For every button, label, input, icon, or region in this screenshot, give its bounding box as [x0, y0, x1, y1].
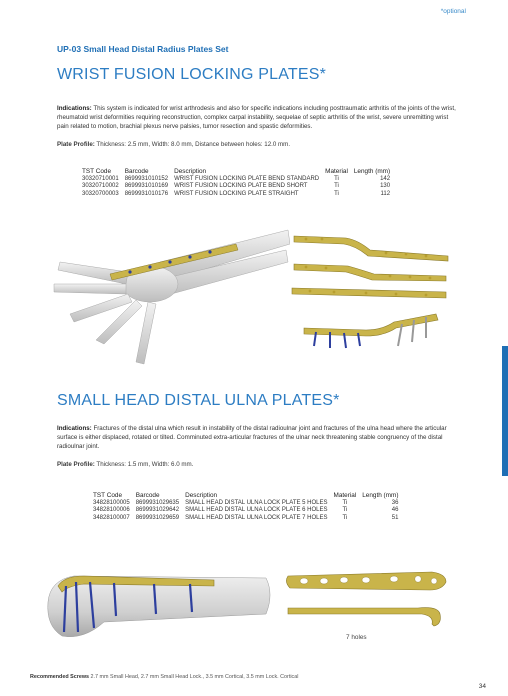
cell-barcode: 8699931029635 — [135, 500, 180, 506]
wrist-product-table — [82, 168, 390, 198]
cell-description: WRIST FUSION LOCKING PLATE BEND SHORT — [174, 183, 308, 190]
col-tst-code: TST Code — [82, 168, 112, 175]
section-marker-bar — [502, 346, 508, 476]
cell-length: 51 — [391, 514, 399, 521]
cell-material: Ti — [342, 500, 348, 506]
wrist-profile-label: Plate Profile: — [57, 141, 95, 148]
col-description: Description — [174, 168, 207, 175]
table-row — [82, 191, 390, 198]
cell-length: 36 — [391, 500, 399, 506]
table-row — [82, 176, 390, 183]
cell-material: Ti — [342, 514, 348, 521]
wrist-plate-profile — [57, 141, 290, 148]
cell-material: Ti — [342, 507, 348, 514]
cell-tst-code: 30320710002 — [82, 183, 119, 190]
table-header-row — [93, 492, 398, 500]
ulna-indications — [57, 424, 457, 451]
cell-length: 46 — [391, 507, 399, 514]
cell-tst-code: 30320710001 — [82, 176, 119, 182]
set-title: UP-03 Small Head Distal Radius Plates Set — [57, 44, 229, 54]
cell-length: 142 — [380, 176, 391, 182]
cell-barcode: 8699931010169 — [124, 183, 169, 190]
cell-tst-code: 34828100006 — [93, 507, 130, 514]
recommended-screws-label: Recommended Screws — [30, 674, 90, 680]
cell-tst-code: 34828100007 — [93, 514, 130, 521]
col-material: Material — [333, 492, 357, 499]
wrist-indications-label: Indications: — [57, 105, 92, 112]
ulna-indications-label: Indications: — [57, 425, 92, 432]
cell-tst-code: 34828100005 — [93, 500, 130, 506]
cell-barcode: 8699931029659 — [135, 514, 180, 521]
cell-material: Ti — [334, 176, 339, 182]
col-tst-code: TST Code — [93, 492, 123, 499]
optional-note: *optional — [440, 8, 466, 15]
ulna-plate-profile — [57, 461, 193, 468]
table-row — [93, 500, 398, 507]
wrist-section-title: WRIST FUSION LOCKING PLATES* — [57, 66, 327, 83]
wrist-plates-illustration — [286, 228, 456, 358]
ulna-plate-on-bone-illustration — [44, 562, 274, 657]
ulna-plate-caption: 7 holes — [346, 634, 367, 641]
table-row — [82, 183, 390, 190]
cell-length: 112 — [380, 190, 391, 197]
cell-barcode: 8699931010152 — [124, 176, 169, 182]
col-barcode: Barcode — [135, 492, 160, 499]
table-row — [93, 507, 398, 514]
wrist-fusion-illustration — [40, 222, 290, 372]
page-number: 34 — [478, 683, 486, 690]
cell-barcode: 8699931010176 — [124, 190, 169, 197]
col-length: Length (mm) — [353, 168, 391, 175]
wrist-profile-text: Thickness: 2.5 mm, Width: 8.0 mm, Distance between holes: 12.0 mm. — [94, 141, 291, 148]
ulna-indications-text: Fractures of the distal ulna which result in instability of the distal radioulnar joint and fractures of the ulna head where the articular surface is either displaced, rotated or tilted. Comminuted extra-articular fractures of the ulnar neck threatening stable congruency of the distal radioulnar joint. — [57, 425, 447, 450]
col-length: Length (mm) — [362, 492, 399, 499]
wrist-indications-text: This system is indicated for wrist arthrodesis and also for specific indications including posttraumatic arthritis of the joints of the wrist, rheumatoid wrist deformities requiring reconstruction, complex carpal instability, sequelae of septic arthritis of the wrist, severe unremitting wrist pain related to motion, brachial plexus nerve palsies, tumor resection and spastic deformities. — [57, 105, 456, 130]
cell-description: WRIST FUSION LOCKING PLATE STRAIGHT — [174, 190, 299, 197]
wrist-indications — [57, 104, 457, 131]
ulna-plates-illustration — [282, 568, 452, 630]
col-barcode: Barcode — [124, 168, 149, 175]
ulna-profile-label: Plate Profile: — [57, 461, 95, 468]
cell-description: SMALL HEAD DISTAL ULNA LOCK PLATE 5 HOLES — [185, 500, 328, 506]
ulna-profile-text: Thickness: 1.5 mm, Width: 6.0 mm. — [94, 461, 194, 468]
cell-barcode: 8699931029642 — [135, 507, 180, 514]
ulna-section-title: SMALL HEAD DISTAL ULNA PLATES* — [57, 392, 340, 409]
cell-description: SMALL HEAD DISTAL ULNA LOCK PLATE 6 HOLES — [185, 507, 328, 514]
col-description: Description — [185, 492, 218, 499]
cell-description: SMALL HEAD DISTAL ULNA LOCK PLATE 7 HOLES — [185, 514, 328, 521]
recommended-screws — [30, 674, 298, 680]
cell-material: Ti — [334, 183, 339, 190]
ulna-product-table — [93, 492, 398, 522]
cell-material: Ti — [334, 190, 339, 197]
cell-tst-code: 30320700003 — [82, 190, 119, 197]
recommended-screws-text: 2.7 mm Small Head, 2.7 mm Small Head Lock., 3.5 mm Cortical, 3.5 mm Lock. Cortical — [89, 674, 299, 680]
table-row — [93, 515, 398, 522]
cell-description: WRIST FUSION LOCKING PLATE BEND STANDARD — [174, 176, 320, 182]
cell-length: 130 — [380, 183, 391, 190]
table-header-row — [82, 168, 390, 176]
col-material: Material — [325, 168, 348, 175]
